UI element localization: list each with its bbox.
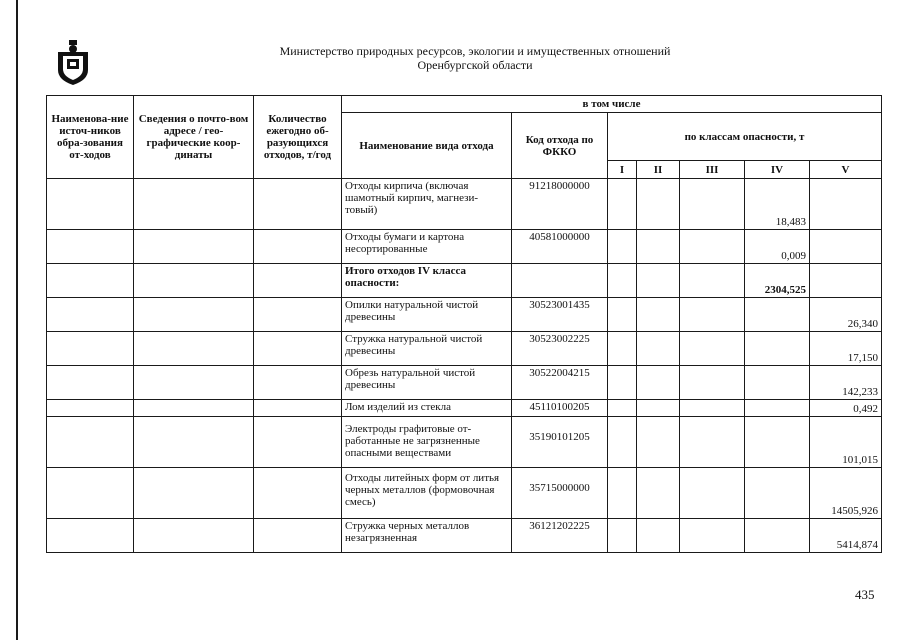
header-quantity: Количество ежегодно об-разующихся отходов, т/год	[254, 96, 342, 179]
class-v-cell	[810, 179, 882, 230]
waste-name-cell: Электроды графитовые от-работанные не загрязненные опасными веществами	[342, 417, 512, 468]
table-row	[47, 179, 882, 230]
total-class-iv-cell: 2304,525	[745, 264, 810, 298]
class-v-cell: 0,492	[810, 400, 882, 417]
class-iv-cell: 0,009	[745, 230, 810, 264]
fkko-code-cell: 35190101205	[512, 417, 608, 468]
class-iv-cell	[745, 298, 810, 332]
waste-name-cell: Отходы кирпича (включая шамотный кирпич, магнези-товый)	[342, 179, 512, 230]
class-iv-cell	[745, 468, 810, 519]
class-v-cell	[810, 230, 882, 264]
header-including: в том числе	[342, 96, 882, 113]
fkko-code-cell: 30523002225	[512, 332, 608, 366]
region-name: Оренбургской области	[417, 58, 533, 72]
class-v-cell: 26,340	[810, 298, 882, 332]
header-source: Наименова-ние источ-ников обра-зования от-ходов	[47, 96, 134, 179]
fkko-code-cell: 35715000000	[512, 468, 608, 519]
table-row	[47, 332, 882, 366]
class-v-cell: 142,233	[810, 366, 882, 400]
class-iv-cell	[745, 332, 810, 366]
waste-name-cell: Стружка натуральной чистой древесины	[342, 332, 512, 366]
header-fkko-code: Код отхода по ФККО	[512, 113, 608, 179]
class-iv-cell: 18,483	[745, 179, 810, 230]
class-iv-cell	[745, 417, 810, 468]
table-row	[47, 366, 882, 400]
page-number: 435	[855, 587, 875, 602]
header-class-iii: III	[680, 161, 745, 179]
header-address: Сведения о почто-вом адресе / гео-графические коор-динаты	[134, 96, 254, 179]
header-class-ii: II	[637, 161, 680, 179]
class-iv-cell	[745, 519, 810, 553]
header-class-i: I	[608, 161, 637, 179]
fkko-code-cell: 30523001435	[512, 298, 608, 332]
scan-edge-line	[16, 0, 18, 640]
fkko-code-cell	[512, 264, 608, 298]
waste-name-cell: Отходы литейных форм от литья черных металлов (формовочная смесь)	[342, 468, 512, 519]
waste-table	[46, 95, 882, 553]
ministry-name: Министерство природных ресурсов, экологии и имущественных отношений	[279, 44, 671, 58]
header-class-v: V	[810, 161, 882, 179]
table-row	[47, 417, 882, 468]
header-by-class: по классам опасности, т	[608, 113, 882, 161]
class-v-cell	[810, 264, 882, 298]
table-row	[47, 230, 882, 264]
table-row	[47, 519, 882, 553]
fkko-code-cell: 91218000000	[512, 179, 608, 230]
table-row	[47, 400, 882, 417]
class-iv-cell	[745, 400, 810, 417]
class-v-cell: 17,150	[810, 332, 882, 366]
fkko-code-cell: 40581000000	[512, 230, 608, 264]
waste-name-cell: Опилки натуральной чистой древесины	[342, 298, 512, 332]
header-waste-name: Наименование вида отхода	[342, 113, 512, 179]
class-v-cell: 101,015	[810, 417, 882, 468]
class-iv-cell	[745, 366, 810, 400]
fkko-code-cell: 30522004215	[512, 366, 608, 400]
table-row	[47, 468, 882, 519]
fkko-code-cell: 45110100205	[512, 400, 608, 417]
header-class-iv: IV	[745, 161, 810, 179]
waste-name-cell: Обрезь натуральной чистой древесины	[342, 366, 512, 400]
waste-name-cell: Стружка черных металлов незагрязненная	[342, 519, 512, 553]
table-row	[47, 298, 882, 332]
waste-name-cell: Отходы бумаги и картона несортированные	[342, 230, 512, 264]
total-label-cell: Итого отходов IV класса опасности:	[342, 264, 512, 298]
waste-name-cell: Лом изделий из стекла	[342, 400, 512, 417]
ministry-header	[220, 44, 730, 72]
class-v-cell: 14505,926	[810, 468, 882, 519]
class-v-cell: 5414,874	[810, 519, 882, 553]
fkko-code-cell: 36121202225	[512, 519, 608, 553]
table-row-total	[47, 264, 882, 298]
coat-of-arms-icon	[56, 40, 90, 86]
